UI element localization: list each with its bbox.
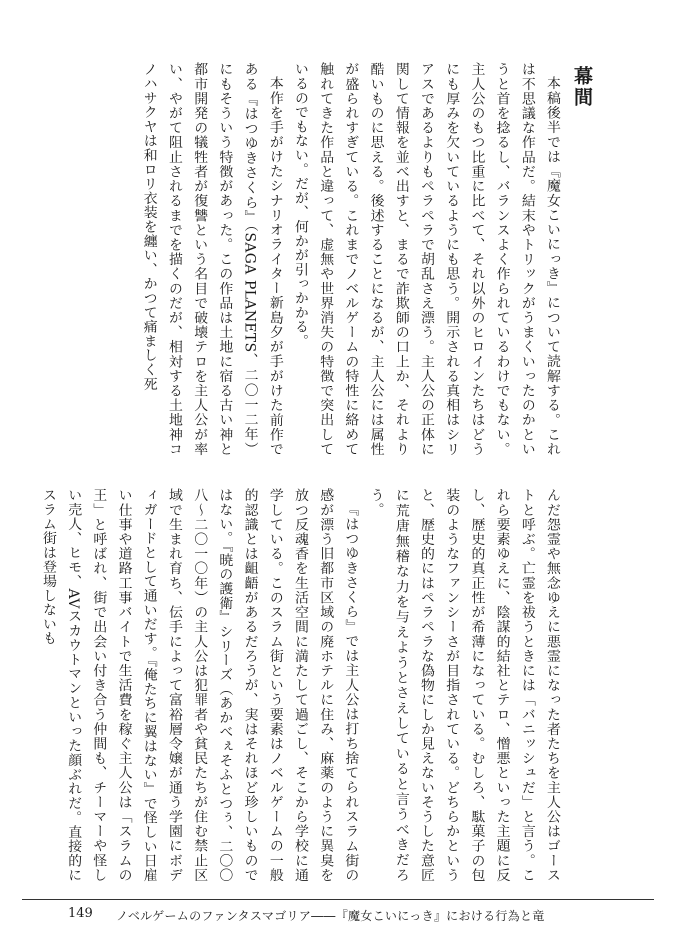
section-title: 幕間 [571,66,593,108]
text-block-bottom [39,488,564,882]
paragraph: 本稿後半では『魔女こいにっき』について読解する。これは不思議な作品だ。結末やトリックがうまくいったのかというと首を捻るし、バランスよく作られているわけでもない。主人公のもつ比重に比べて、それ以外のヒロインたちはどうにも厚みを欠いているようにも思う。開示される真相はシリアスであるよりもペラペラで胡乱さえ漂う。主人公の正体に関して情報を並べ出すと、まるで詐欺師の口上か、それより酷いものに思える。後述することになるが、主人公には属性が盛られすぎている。これまでノベルゲームの特性に絡めて触れてきた作品と違って、虚無や世界消失の特徴で突出しているのでもない。だが、何かが引っかかる。 [291,62,560,456]
text-block-top [140,62,564,456]
running-title: ノベルゲームのファンタスマゴリア――『魔女こいにっき』における行為と竜 [116,909,545,923]
paragraph: 本作を手がけたシナリオライター新島夕が手がけた前作である『はつゆきさくら』（SAGA PLANETS、二〇一二年）にもそういう特徴があった。この作品は土地に宿る古い神と都市開発の犠牲者が復讐という名目で破壊テロを主人公が率い、やがて阻止されるまでを描くのだが、相対する土地神コノハサクヤは和ロリ衣装を纏い、かつて痛ましく死 [140,62,283,456]
footer-rule [22,899,654,900]
page-number: 149 [68,906,93,921]
paragraph: 『はつゆきさくら』では主人公は打ち捨てられスラム街の感が漂う旧都市区域の廃ホテルに住み、麻薬のように異臭を放つ反魂香を生活空間に満たして過ごし、そこから学校に通学している。このスラム街という要素はノベルゲームの一般的認識とは齟齬があるだろうが、実はそれほど珍しいものではない。『暁の護衛』シリーズ（あかべぇそふとつぅ、二〇〇八〜二〇一〇年）の主人公は犯罪者や貧民たちが住む禁止区域で生まれ育ち、伝手によって富裕層令嬢が通う学園にボディガードとして通いだす。『俺たちに翼はない』で怪しい日雇い仕事や道路工事バイトで生活費を稼ぐ主人公は「スラムの王」と呼ばれ、街で出会い付き合う仲間も、チーマーや怪しい売人、ヒモ、AVスカウトマンといった顔ぶれだ。直接的にスラム街は登場しないも [39,488,359,882]
paragraph: んだ怨霊や無念ゆえに悪霊になった者たちを主人公はゴーストと呼ぶ。亡霊を祓うときには「バニッシュだ」と言う。これら要素ゆえに、陰謀的結社とテロ、憎悪といった主題に反し、歴史的真正性が希薄になっている。むしろ、駄菓子の包装のようなファンシーさが目指されている。どちらかというと、歴史的にはペラペラな偽物にしか見えないそうした意匠に荒唐無稽な力を与えようとさえしていると言うべきだろう。 [367,488,560,882]
